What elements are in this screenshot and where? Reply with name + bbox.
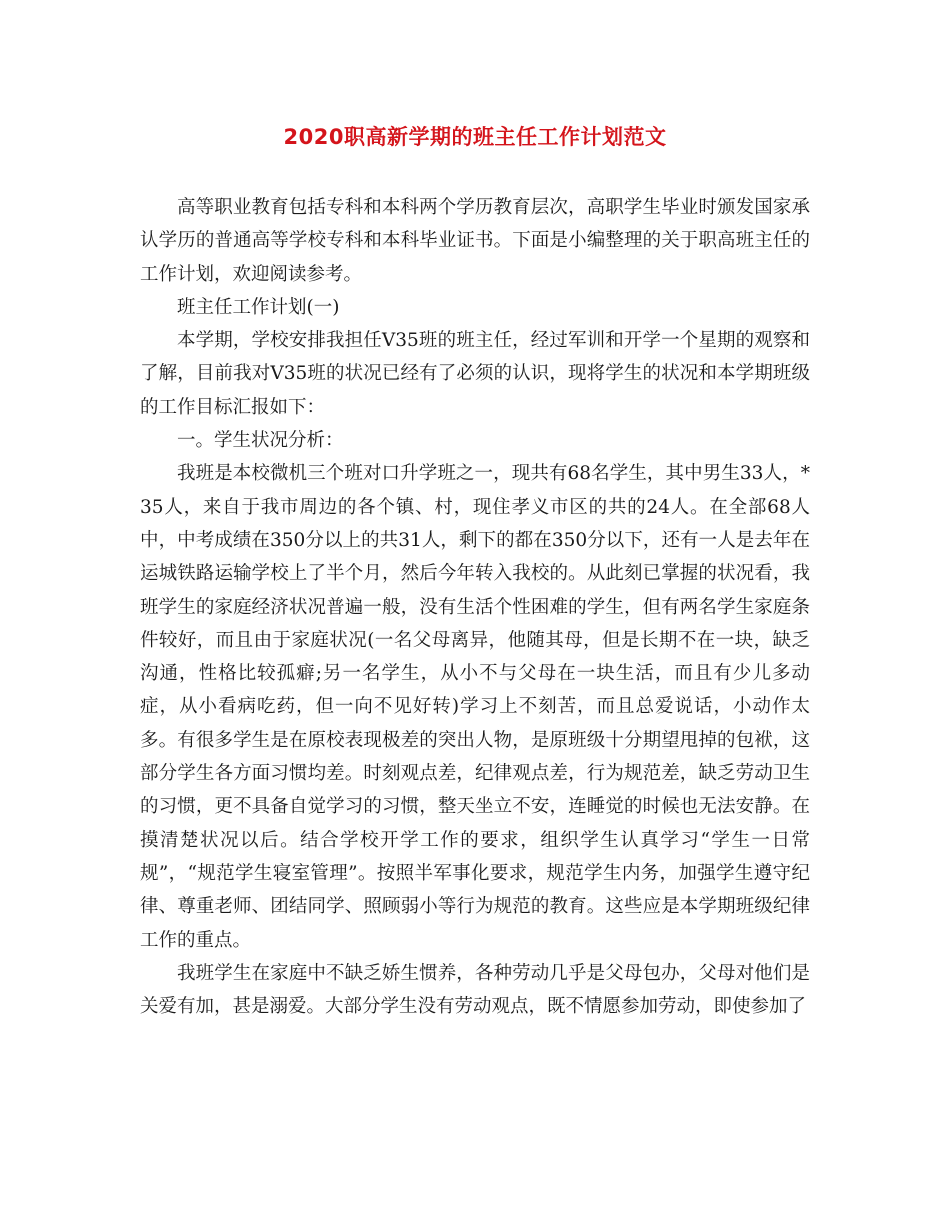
body-paragraph: 我班学生在家庭中不缺乏娇生惯养，各种劳动几乎是父母包办，父母对他们是关爱有加，甚是溺爱。大部分学生没有劳动观点，既不情愿参加劳动，即使参加了 (140, 962, 810, 1018)
subsection-heading: 一。学生状况分析： (177, 430, 344, 452)
document-title: 2020职高新学期的班主任工作计划范文 (283, 125, 667, 149)
section-heading: 班主任工作计划(一) (177, 296, 340, 318)
document-body (140, 191, 810, 1023)
body-paragraph: 本学期，学校安排我担任V35班的班主任，经过军训和开学一个星期的观察和了解，目前我对V35班的状况已经有了必须的认识，现将学生的状况和本学期班级的工作目标汇报如下： (140, 330, 810, 418)
intro-paragraph: 高等职业教育包括专科和本科两个学历教育层次，高职学生毕业时颁发国家承认学历的普通高等学校专科和本科毕业证书。下面是小编整理的关于职高班主任的工作计划，欢迎阅读参考。 (140, 197, 810, 285)
body-paragraph: 我班是本校微机三个班对口升学班之一，现共有68名学生，其中男生33人，*35人，来自于我市周边的各个镇、村，现住孝义市区的共的24人。在全部68人中，中考成绩在350分以上的共31人，剩下的都在350分以下，还有一人是去年在运城铁路运输学校上了半个月，然后今年转入我校的。从此刻已掌握的状况看，我班学生的家庭经济状况普遍一般，没有生活个性困难的学生，但有两名学生家庭条件较好，而且由于家庭状况(一名父母离异，他随其母，但是长期不在一块，缺乏沟通，性格比较孤癖;另一名学生，从小不与父母在一块生活，而且有少儿多动症，从小看病吃药，但一向不见好转)学习上不刻苦，而且总爱说话，小动作太多。有很多学生是在原校表现极差的突出人物，是原班级十分期望甩掉的包袱，这部分学生各方面习惯均差。时刻观点差，纪律观点差，行为规范差，缺乏劳动卫生的习惯，更不具备自觉学习的习惯，整天坐立不安，连睡觉的时候也无法安静。在摸清楚状况以后。结合学校开学工作的要求，组织学生认真学习“学生一日常规”，“规范学生寝室管理”。按照半军事化要求，规范学生内务，加强学生遵守纪律、尊重老师、团结同学、照顾弱小等行为规范的教育。这些应是本学期班级纪律工作的重点。 (140, 463, 810, 951)
